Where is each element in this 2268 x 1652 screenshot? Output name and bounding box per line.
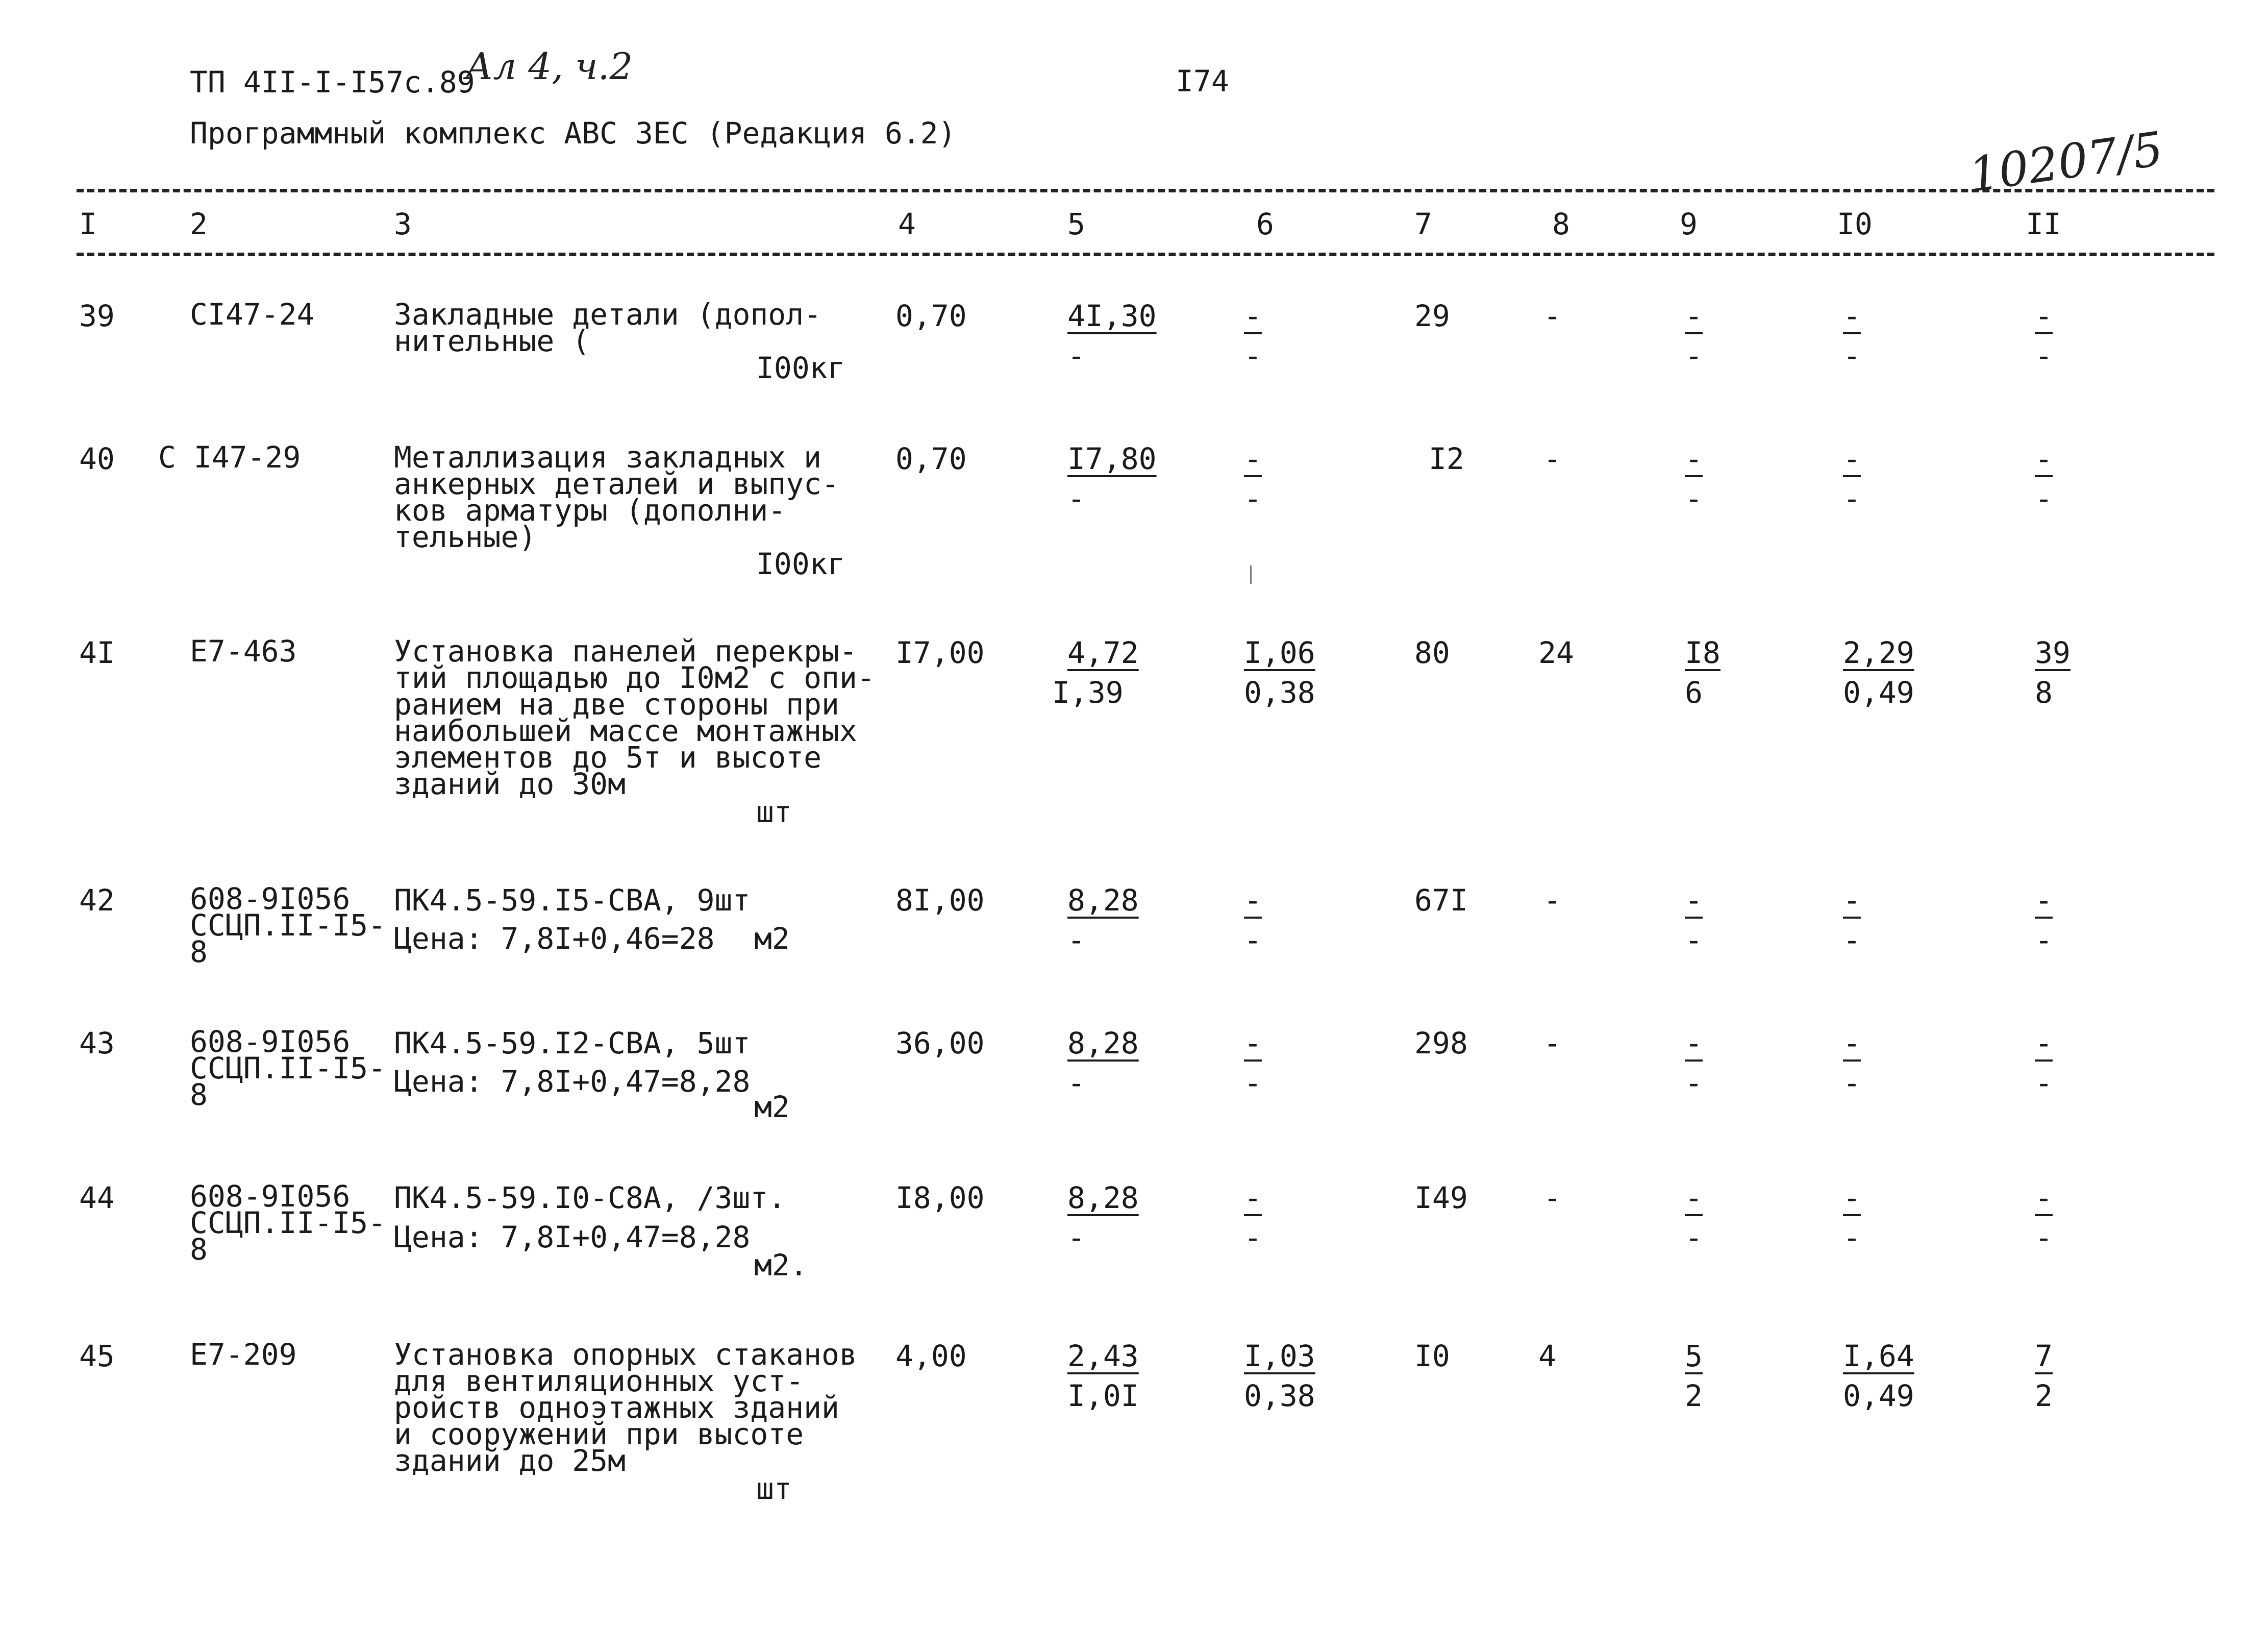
col5-value — [1067, 885, 1139, 955]
col10-value — [1843, 635, 1914, 710]
col11-top: - — [2035, 441, 2053, 476]
col6-bottom: - — [1244, 338, 1262, 373]
col5-top: 8,28 — [1067, 1026, 1139, 1061]
col-header-11: II — [2026, 207, 2061, 241]
col10-bottom: 0,49 — [1843, 675, 1914, 710]
col6-value — [1244, 885, 1262, 955]
col5-value — [1067, 1028, 1139, 1098]
col11-top: - — [2035, 883, 2053, 918]
col8-value: 24 — [1538, 635, 1574, 670]
item-quantity: I7,00 — [895, 635, 985, 670]
item-description: Закладные детали (допол- нительные ( — [394, 297, 822, 358]
col6-bottom: 0,38 — [1244, 675, 1315, 710]
col5-top: 4I,30 — [1067, 299, 1157, 333]
col10-top: - — [1843, 1026, 1861, 1061]
col9-top: - — [1685, 883, 1703, 918]
item-unit: м2 — [754, 921, 790, 956]
item-unit: I00кг — [756, 351, 845, 385]
col6-value — [1244, 301, 1262, 371]
col7-value: 80 — [1414, 635, 1450, 670]
col6-bottom: 0,38 — [1244, 1378, 1315, 1413]
item-quantity: I8,00 — [895, 1180, 985, 1215]
col8-value: - — [1543, 299, 1561, 333]
item-code: E7-209 — [190, 1337, 297, 1372]
col10-top: I,64 — [1843, 1339, 1914, 1373]
row-number: 39 — [79, 299, 115, 333]
col5-bottom: - — [1067, 1220, 1085, 1255]
col9-value — [1685, 1341, 1703, 1411]
item-description: ПК4.5-59.I2-СВА, 5шт — [394, 1026, 751, 1061]
col5-value — [1067, 301, 1157, 371]
col9-top: 5 — [1685, 1339, 1703, 1373]
col-header-5: 5 — [1067, 207, 1085, 241]
col9-bottom: - — [1685, 923, 1703, 957]
item-description: Металлизация закладных и анкерных деталей и выпус- ков арматуры (дополни- тельные) — [394, 440, 839, 554]
col10-top: - — [1843, 299, 1861, 333]
col11-value — [2035, 1028, 2053, 1098]
col11-bottom: - — [2035, 923, 2053, 957]
col6-top: I,06 — [1244, 635, 1315, 670]
col9-value — [1685, 441, 1703, 516]
row-number: 4I — [79, 635, 115, 670]
col6-top: - — [1244, 883, 1262, 918]
col11-value — [2035, 1341, 2053, 1411]
col8-value: - — [1543, 883, 1561, 918]
col6-value — [1244, 1341, 1315, 1411]
col9-value — [1685, 885, 1703, 955]
col11-bottom: - — [2035, 1220, 2053, 1255]
row-number: 43 — [79, 1026, 115, 1061]
col-header-4: 4 — [898, 207, 916, 241]
col11-bottom: - — [2035, 1066, 2053, 1100]
col10-top: - — [1843, 441, 1861, 476]
col9-bottom: 2 — [1685, 1378, 1703, 1413]
col8-value: - — [1543, 1180, 1561, 1215]
col6-bottom: - — [1244, 1066, 1262, 1100]
col5-value — [1067, 1180, 1139, 1255]
col6-top: I,03 — [1244, 1339, 1315, 1373]
col7-value: 298 — [1414, 1026, 1468, 1061]
col6-top: - — [1244, 441, 1262, 476]
scan-mark — [1250, 565, 1252, 584]
item-unit: шт — [756, 795, 792, 829]
item-quantity: 36,00 — [895, 1026, 985, 1061]
col7-value: I0 — [1414, 1339, 1450, 1373]
item-quantity: 4,00 — [895, 1339, 967, 1373]
col11-value — [2035, 301, 2053, 371]
col11-value — [2035, 441, 2053, 516]
col5-bottom: - — [1067, 338, 1085, 373]
item-code: CI47-24 — [190, 297, 315, 332]
col6-top: - — [1244, 1180, 1262, 1215]
col6-value — [1244, 1180, 1262, 1255]
col11-top: - — [2035, 299, 2053, 333]
row-number: 44 — [79, 1180, 115, 1215]
col5-top: 2,43 — [1067, 1339, 1139, 1373]
col10-bottom: - — [1843, 338, 1861, 373]
col-header-2: 2 — [190, 207, 208, 241]
col5-value — [1067, 441, 1157, 516]
col9-top: - — [1685, 299, 1703, 333]
col10-bottom: - — [1843, 1220, 1861, 1255]
col9-top: I8 — [1685, 635, 1721, 670]
col7-value: I49 — [1414, 1180, 1468, 1215]
col5-bottom: - — [1067, 481, 1085, 516]
col6-value — [1244, 441, 1262, 516]
col5-bottom: I,0I — [1067, 1378, 1139, 1413]
header-rule-bottom — [77, 253, 2214, 256]
item-price: Цена: 7,8I+0,47=8,28 — [394, 1064, 751, 1099]
col5-top: 8,28 — [1067, 883, 1139, 918]
col10-value — [1843, 301, 1861, 371]
item-price: Цена: 7,8I+0,46=28 — [394, 921, 715, 956]
item-description: Установка панелей перекры- тий площадью до I0м2 с опи- ранием на две стороны при наибольшей массе монтажных элементов до 5т и высоте зданий до 30м — [394, 634, 875, 801]
col10-top: - — [1843, 883, 1861, 918]
item-unit: м2 — [754, 1090, 790, 1124]
col10-value — [1843, 885, 1861, 955]
col5-top: I7,80 — [1067, 441, 1157, 476]
col-header-3: 3 — [394, 207, 412, 241]
col9-value — [1685, 301, 1703, 371]
col9-top: - — [1685, 1026, 1703, 1061]
col9-bottom: - — [1685, 1220, 1703, 1255]
col5-bottom: - — [1067, 923, 1085, 957]
col10-value — [1843, 1341, 1914, 1411]
col10-bottom: - — [1843, 923, 1861, 957]
col5-top: 4,72 — [1067, 635, 1139, 670]
col10-value — [1843, 441, 1861, 516]
col11-top: - — [2035, 1026, 2053, 1061]
col-header-6: 6 — [1256, 207, 1274, 241]
col6-top: - — [1244, 1026, 1262, 1061]
col5-top: 8,28 — [1067, 1180, 1139, 1215]
item-description: ПК4.5-59.I5-СВА, 9шт — [394, 883, 751, 918]
col10-value — [1843, 1180, 1861, 1255]
item-description: ПК4.5-59.I0-С8А, /3шт. — [394, 1180, 786, 1215]
col10-bottom: 0,49 — [1843, 1378, 1914, 1413]
col10-bottom: - — [1843, 1066, 1861, 1100]
col11-value — [2035, 885, 2053, 955]
col6-bottom: - — [1244, 923, 1262, 957]
col11-bottom: - — [2035, 481, 2053, 516]
item-price: Цена: 7,8I+0,47=8,28 — [394, 1220, 751, 1254]
col8-value: - — [1543, 441, 1561, 476]
col8-value: 4 — [1538, 1339, 1556, 1373]
col11-value — [2035, 1180, 2053, 1255]
col11-top: - — [2035, 1180, 2053, 1215]
col9-bottom: - — [1685, 338, 1703, 373]
col9-top: - — [1685, 441, 1703, 476]
item-code: C I47-29 — [158, 440, 301, 475]
col9-bottom: - — [1685, 481, 1703, 516]
col8-value: - — [1543, 1026, 1561, 1061]
col-header-9: 9 — [1680, 207, 1698, 241]
col7-value: 67I — [1414, 883, 1468, 918]
col6-value — [1244, 1028, 1262, 1098]
handwritten-album-note: Ал 4, ч.2 — [465, 45, 633, 88]
item-unit: I00кг — [756, 547, 845, 581]
col10-top: 2,29 — [1843, 635, 1914, 670]
software-caption: Программный комплекс АВС 3ЕС (Редакция 6.2) — [190, 116, 956, 151]
col11-bottom: - — [2035, 338, 2053, 373]
row-number: 42 — [79, 883, 115, 918]
handwritten-sheet-ref: 10207/5 — [1965, 121, 2166, 203]
col9-bottom: - — [1685, 1066, 1703, 1100]
col-header-8: 8 — [1552, 207, 1570, 241]
item-code: 608-9I056 ССЦП.II-I5- 8 — [190, 881, 386, 969]
col7-value: 29 — [1414, 299, 1450, 333]
item-quantity: 8I,00 — [895, 883, 985, 918]
page-number: I74 — [1176, 64, 1229, 98]
item-code: 608-9I056 ССЦП.II-I5- 8 — [190, 1024, 386, 1112]
col6-bottom: - — [1244, 1220, 1262, 1255]
col6-top: - — [1244, 299, 1262, 333]
col9-value — [1685, 635, 1721, 710]
header-rule-top — [77, 189, 2214, 192]
item-quantity: 0,70 — [895, 299, 967, 333]
item-unit: шт — [756, 1471, 792, 1506]
col6-bottom: - — [1244, 481, 1262, 516]
col5-bottom: I,39 — [1052, 675, 1124, 710]
col9-value — [1685, 1180, 1703, 1255]
col11-top: 7 — [2035, 1339, 2053, 1373]
col-header-7: 7 — [1414, 207, 1432, 241]
col10-value — [1843, 1028, 1861, 1098]
item-code: E7-463 — [190, 634, 297, 669]
col5-value — [1052, 635, 1139, 710]
col11-value — [2035, 635, 2071, 710]
col9-top: - — [1685, 1180, 1703, 1215]
row-number: 40 — [79, 441, 115, 476]
col9-value — [1685, 1028, 1703, 1098]
item-quantity: 0,70 — [895, 441, 967, 476]
col11-bottom: 8 — [2035, 675, 2053, 710]
item-description: Установка опорных стаканов для вентиляционных уст- ройств одноэтажных зданий и сооружений при высоте зданий до 25м — [394, 1337, 857, 1478]
col10-bottom: - — [1843, 481, 1861, 516]
col-header-10: I0 — [1837, 207, 1873, 241]
col5-bottom: - — [1067, 1066, 1085, 1100]
item-unit: м2. — [754, 1248, 808, 1283]
col7-value: I2 — [1429, 441, 1464, 476]
col-header-1: I — [79, 207, 97, 241]
col9-bottom: 6 — [1685, 675, 1703, 710]
row-number: 45 — [79, 1339, 115, 1373]
col10-top: - — [1843, 1180, 1861, 1215]
col11-bottom: 2 — [2035, 1378, 2053, 1413]
item-code: 608-9I056 ССЦП.II-I5- 8 — [190, 1179, 386, 1267]
doc-code: ТП 4II-I-I57с.89 — [190, 65, 475, 100]
col5-value — [1067, 1341, 1139, 1411]
col6-value — [1244, 635, 1315, 710]
col11-top: 39 — [2035, 635, 2071, 670]
